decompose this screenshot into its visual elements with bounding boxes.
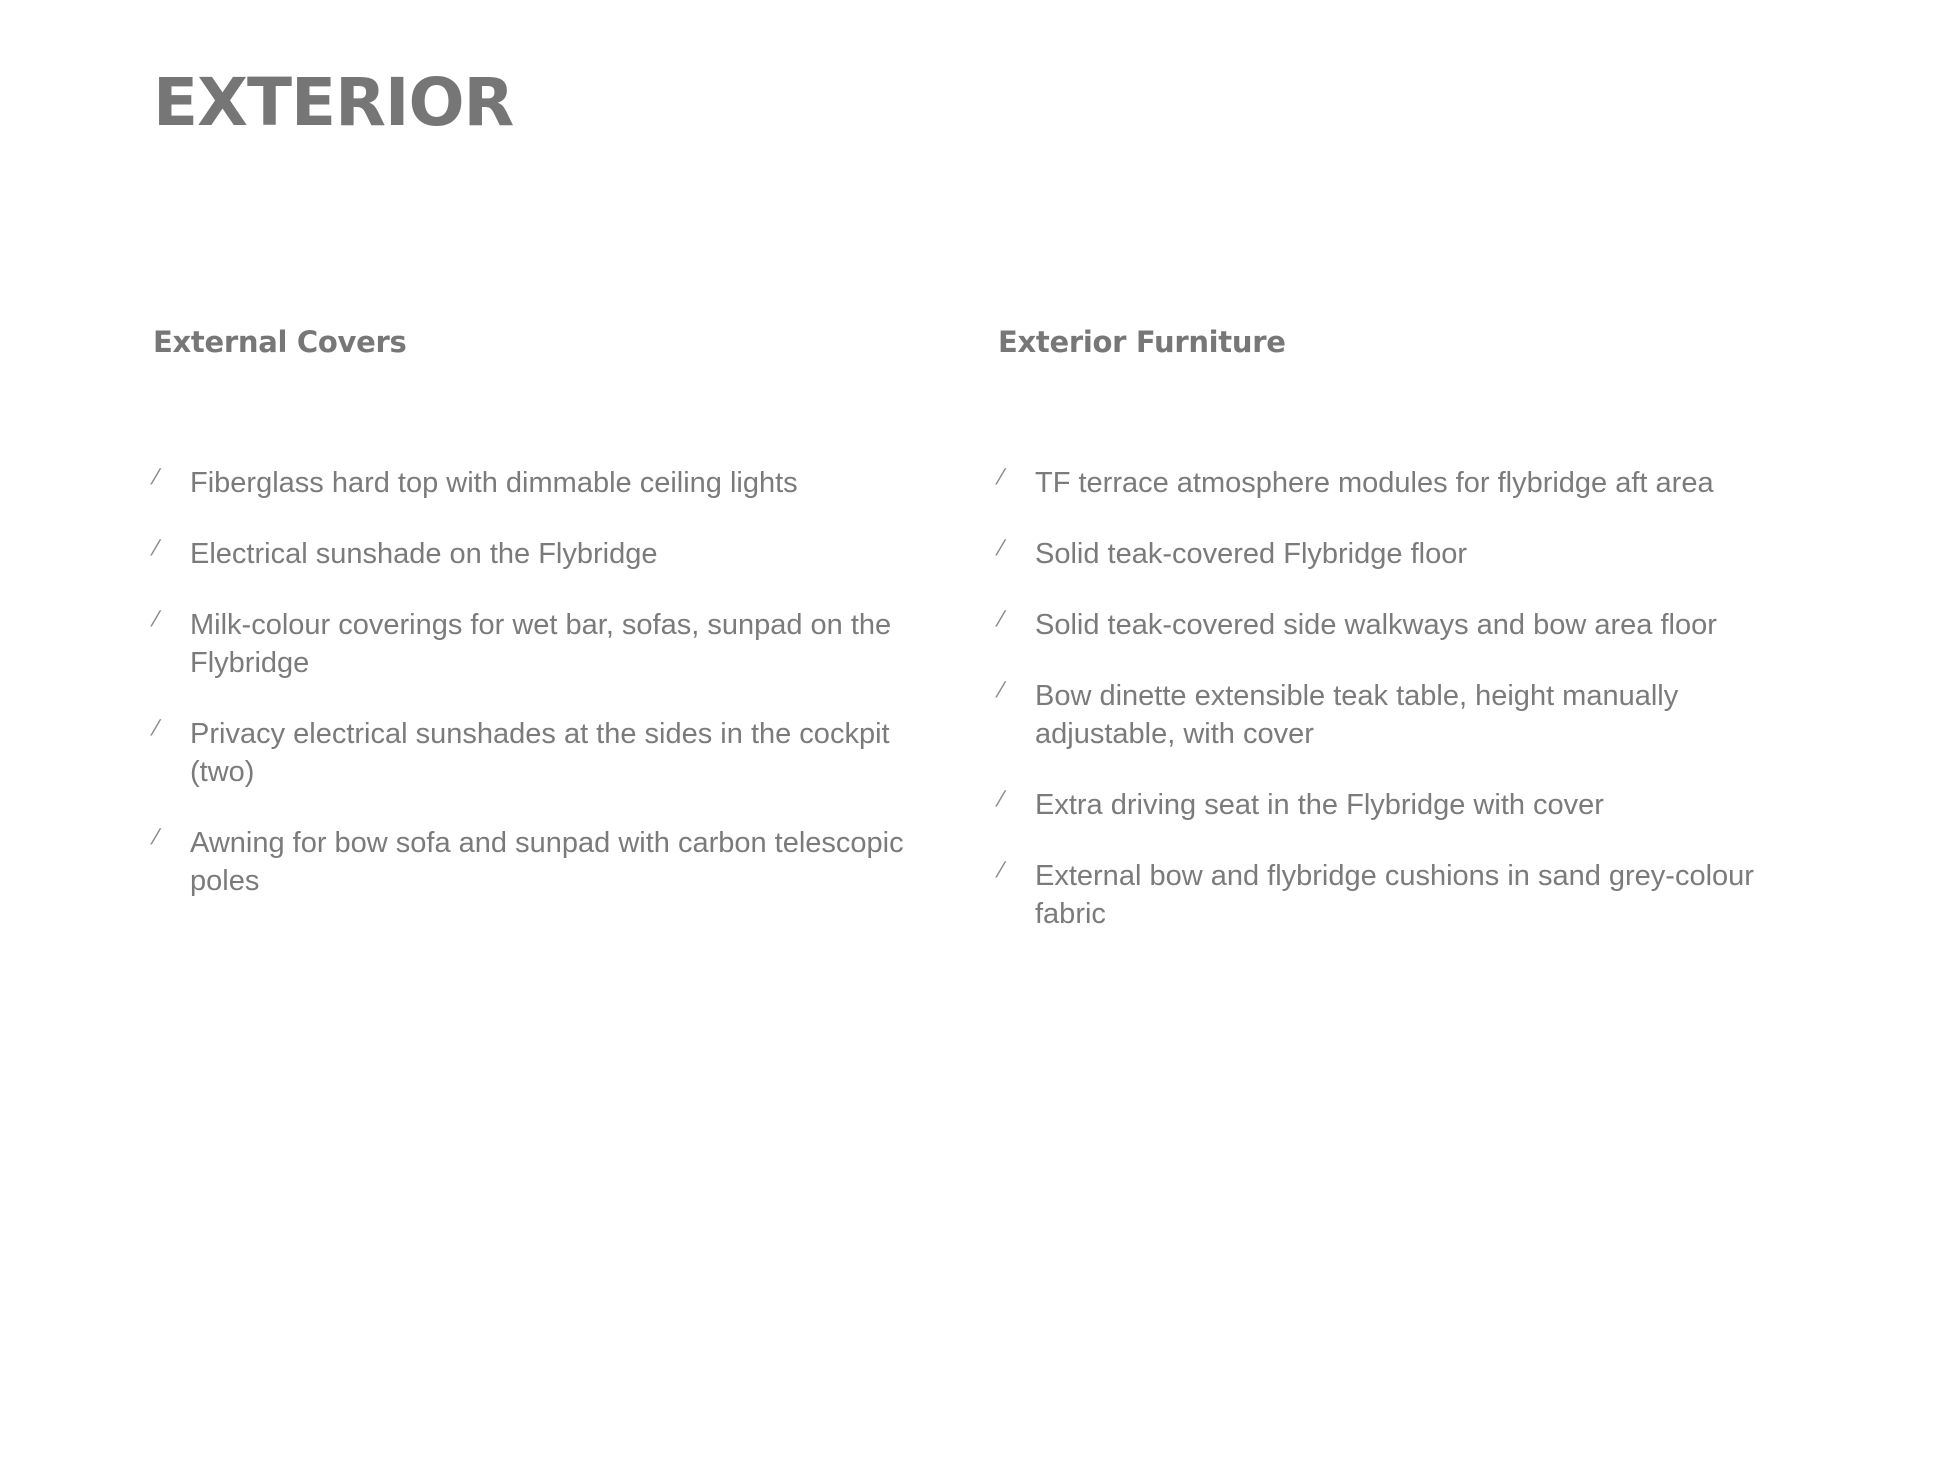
list-item-text: External bow and flybridge cushions in sand grey-colour fabric: [1035, 860, 1754, 930]
slash-bullet-icon: ⁄: [154, 716, 158, 740]
list-item-text: Privacy electrical sunshades at the sides in the cockpit (two): [190, 718, 890, 788]
section-heading-external-covers: External Covers: [153, 325, 407, 359]
list-item: [153, 535, 913, 573]
list-item-text: Electrical sunshade on the Flybridge: [190, 538, 658, 570]
list-item: [998, 786, 1818, 824]
list-item: [998, 535, 1818, 573]
external-covers-list: [153, 464, 913, 933]
slash-bullet-icon: ⁄: [154, 607, 158, 631]
page-title: EXTERIOR: [153, 64, 514, 141]
list-item: [998, 464, 1818, 502]
list-item: [153, 715, 913, 791]
slash-bullet-icon: ⁄: [999, 787, 1003, 811]
list-item: [998, 857, 1818, 933]
slash-bullet-icon: ⁄: [999, 858, 1003, 882]
slash-bullet-icon: ⁄: [154, 825, 158, 849]
list-item-text: Bow dinette extensible teak table, height manually adjustable, with cover: [1035, 680, 1679, 750]
external-covers-section: [153, 322, 913, 897]
list-item: [998, 606, 1818, 644]
slash-bullet-icon: ⁄: [999, 607, 1003, 631]
exterior-furniture-section: [998, 322, 1818, 930]
list-item: [153, 464, 913, 502]
list-item-text: Milk-colour coverings for wet bar, sofas, sunpad on the Flybridge: [190, 609, 892, 679]
list-item: [153, 824, 913, 900]
slash-bullet-icon: ⁄: [154, 465, 158, 489]
list-item-text: Fiberglass hard top with dimmable ceiling lights: [190, 467, 798, 499]
section-heading-exterior-furniture: Exterior Furniture: [998, 325, 1286, 359]
exterior-furniture-list: [998, 464, 1818, 966]
list-item: [153, 606, 913, 682]
list-item: [998, 677, 1818, 753]
list-item-text: TF terrace atmosphere modules for flybridge aft area: [1035, 467, 1714, 499]
list-item-text: Awning for bow sofa and sunpad with carbon telescopic poles: [190, 827, 904, 897]
list-item-text: Solid teak-covered side walkways and bow area floor: [1035, 609, 1717, 641]
slash-bullet-icon: ⁄: [999, 536, 1003, 560]
slash-bullet-icon: ⁄: [999, 465, 1003, 489]
slash-bullet-icon: ⁄: [999, 678, 1003, 702]
slash-bullet-icon: ⁄: [154, 536, 158, 560]
list-item-text: Solid teak-covered Flybridge floor: [1035, 538, 1467, 570]
list-item-text: Extra driving seat in the Flybridge with cover: [1035, 789, 1604, 821]
